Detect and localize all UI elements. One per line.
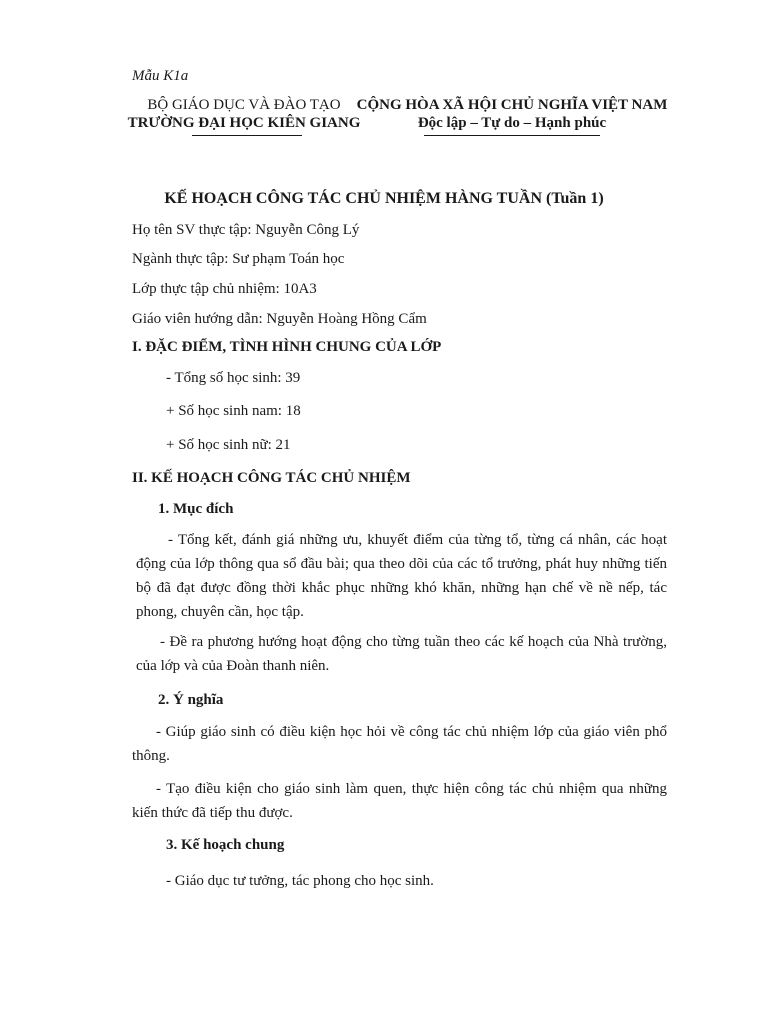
sub1-heading: 1. Mục đích (158, 501, 234, 517)
sub3-paragraph1: - Giáo dục tư tưởng, tác phong cho học sinh. (166, 873, 434, 889)
info-class: Lớp thực tập chủ nhiệm: 10A3 (132, 281, 317, 297)
section1-total: - Tổng số học sinh: 39 (166, 370, 301, 386)
national-motto: Độc lập – Tự do – Hạnh phúc (417, 115, 607, 131)
section1-male: + Số học sinh nam: 18 (166, 403, 301, 419)
info-supervisor: Giáo viên hướng dẫn: Nguyễn Hoàng Hồng Cẩm (132, 311, 427, 327)
sub2-paragraph1: - Giúp giáo sinh có điều kiện học hỏi về công tác chủ nhiệm lớp của giáo viên phổ thông. (132, 724, 667, 764)
page-title: KẾ HOẠCH CÔNG TÁC CHỦ NHIỆM HÀNG TUẦN (Tuần 1) (164, 190, 604, 207)
motto-underline (424, 135, 600, 136)
section2-heading: II. KẾ HOẠCH CÔNG TÁC CHỦ NHIỆM (132, 470, 411, 486)
sub2-heading: 2. Ý nghĩa (158, 692, 224, 708)
ministry-name: BỘ GIÁO DỤC VÀ ĐÀO TẠO (147, 97, 341, 113)
section1-female: + Số học sinh nữ: 21 (166, 437, 291, 453)
sub1-paragraph1: - Tổng kết, đánh giá những ưu, khuyết điểm của từng tổ, từng cá nhân, các hoạt động của lớp thông qua sổ đầu bài; qua theo dõi của các tổ trưởng, phát huy những tiến bộ đã đạt được đồng thời khắc phục những khó khăn, những hạn chế về nề nếp, tác phong, chuyên cần, học tập. (136, 532, 667, 620)
university-underline (192, 135, 302, 136)
info-student: Họ tên SV thực tập: Nguyễn Công Lý (132, 222, 360, 238)
info-major: Ngành thực tập: Sư phạm Toán học (132, 251, 345, 267)
section1-heading: I. ĐẶC ĐIỂM, TÌNH HÌNH CHUNG CỦA LỚP (132, 339, 442, 355)
sub3-heading: 3. Kế hoạch chung (166, 837, 285, 853)
sub1-paragraph2: - Đề ra phương hướng hoạt động cho từng tuần theo các kế hoạch của Nhà trường, của lớp và của Đoàn thanh niên. (136, 634, 667, 674)
form-code: Mẫu K1a (132, 68, 189, 84)
sub2-paragraph2: - Tạo điều kiện cho giáo sinh làm quen, thực hiện công tác chủ nhiệm qua những kiến thức đã tiếp thu được. (132, 781, 667, 821)
university-name: TRƯỜNG ĐẠI HỌC KIÊN GIANG (127, 115, 361, 131)
national-title: CỘNG HÒA XÃ HỘI CHỦ NGHĨA VIỆT NAM (356, 97, 668, 113)
